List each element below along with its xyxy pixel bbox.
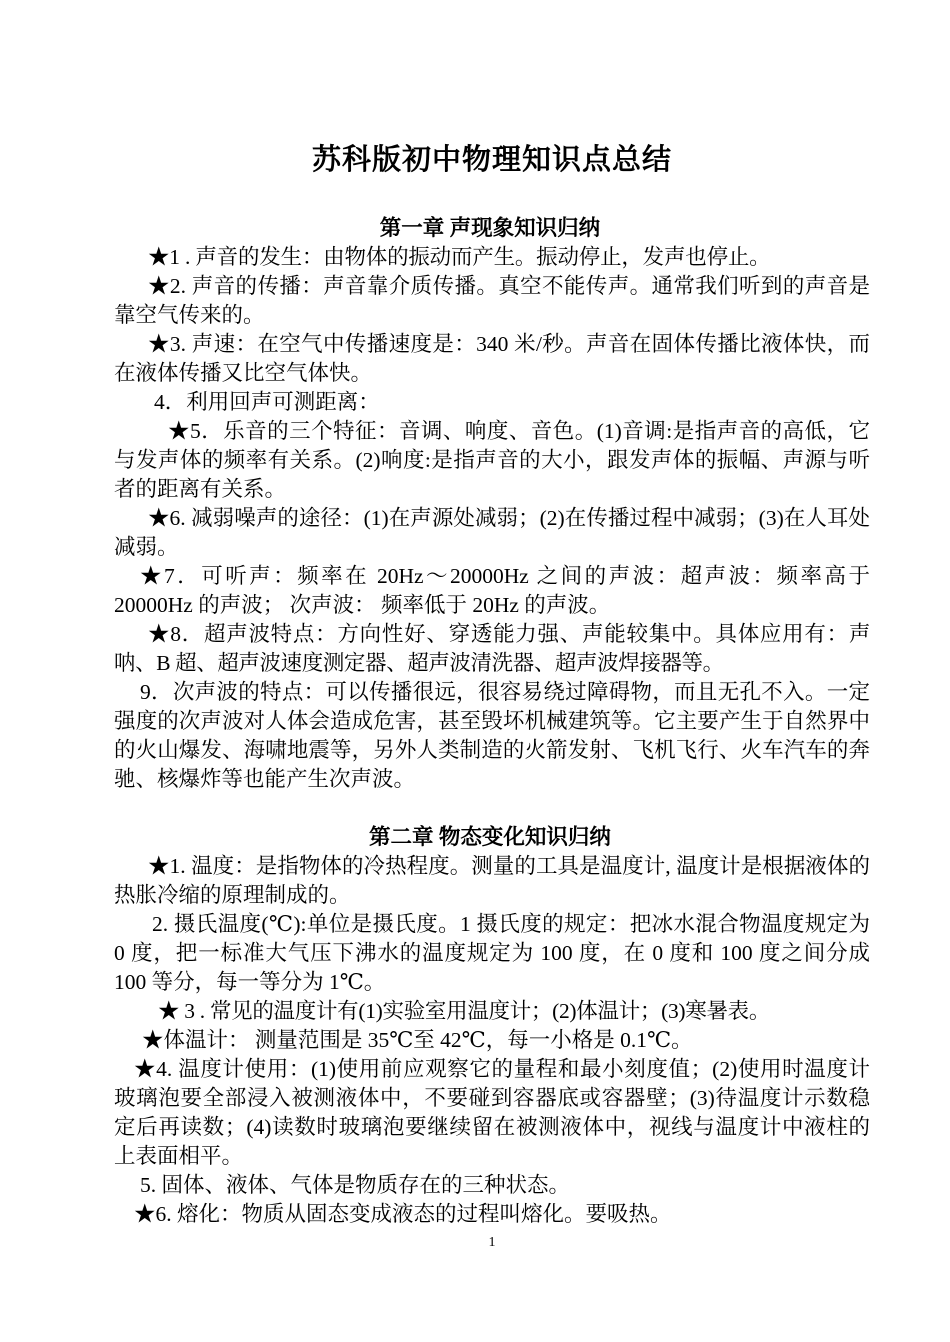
section-spacer [114,794,870,823]
chapter-1-item-2: ★2. 声音的传播：声音靠介质传播。真空不能传声。通常我们听到的声音是靠空气传来的。 [114,274,870,327]
chapter-1-item-9: 9．次声波的特点：可以传播很远，很容易绕过障碍物，而且无孔不入。一定强度的次声波对人体会造成危害，甚至毁坏机械建筑等。它主要产生于自然界中的火山爆发、海啸地震等，另外人类制造的火箭发射、飞机飞行、火车汽车的奔驰、核爆炸等也能产生次声波。 [114,680,870,791]
page-number: 1 [488,1235,496,1250]
document-body [114,214,870,1229]
chapter-2-item-5: ★4. 温度计使用：(1)使用前应观察它的量程和最小刻度值；(2)使用时温度计玻璃泡要全部浸入被测液体中，不要碰到容器底或容器壁；(3)待温度计示数稳定后再读数；(4)读数时玻璃泡要继续留在被测液体中，视线与温度计中液柱的上表面相平。 [114,1057,870,1168]
chapter-2-heading-text: 第二章 物态变化知识归纳 [369,825,611,849]
chapter-2-item-1: ★1. 温度：是指物体的冷热程度。测量的工具是温度计, 温度计是根据液体的热胀冷缩的原理制成的。 [114,854,870,907]
chapter-1-item-8: ★8．超声波特点：方向性好、穿透能力强、声能较集中。具体应用有：声呐、B 超、超声波速度测定器、超声波清洗器、超声波焊接器等。 [114,622,870,675]
chapter-1-item-5: ★5．乐音的三个特征：音调、响度、音色。(1)音调:是指声音的高低，它与发声体的频率有关系。(2)响度:是指声音的大小，跟发声体的振幅、声源与听者的距离有关系。 [114,419,870,501]
chapter-2-item-2: 2. 摄氏温度(℃):单位是摄氏度。1 摄氏度的规定：把冰水混合物温度规定为 0 度，把一标准大气压下沸水的温度规定为 100 度，在 0 度和 100 度之间分成 100 等分，每一等分为 1℃。 [114,912,870,994]
chapter-1-item-7: ★7．可听声：频率在 20Hz～20000Hz 之间的声波：超声波：频率高于 20000Hz 的声波； 次声波： 频率低于 20Hz 的声波。 [114,564,870,617]
chapter-1-heading-text: 第一章 声现象知识归纳 [379,216,601,240]
chapter-1-heading [112,214,868,243]
chapter-2-heading [112,823,868,852]
chapter-2-item-4: ★体温计： 测量范围是 35℃至 42℃，每一小格是 0.1℃。 [142,1028,693,1052]
document-title: 苏科版初中物理知识点总结 [311,144,672,176]
chapter-1-item-4: 4．利用回声可测距离： [154,390,380,414]
chapter-2-item-6: 5. 固体、液体、气体是物质存在的三种状态。 [140,1173,571,1197]
chapter-1-item-6: ★6. 减弱噪声的途径：(1)在声源处减弱；(2)在传播过程中减弱；(3)在人耳处减弱。 [114,506,870,559]
chapter-2-item-3: ★ 3 . 常见的温度计有(1)实验室用温度计；(2)体温计；(3)寒暑表。 [158,999,771,1023]
chapter-1-item-3: ★3. 声速：在空气中传播速度是：340 米/秒。声音在固体传播比液体快，而在液体传播又比空气体快。 [114,332,870,385]
chapter-2-item-7: ★6. 熔化：物质从固态变成液态的过程叫熔化。要吸热。 [134,1202,672,1226]
chapter-1-item-1: ★1 . 声音的发生：由物体的振动而产生。振动停止，发声也停止。 [148,245,771,269]
